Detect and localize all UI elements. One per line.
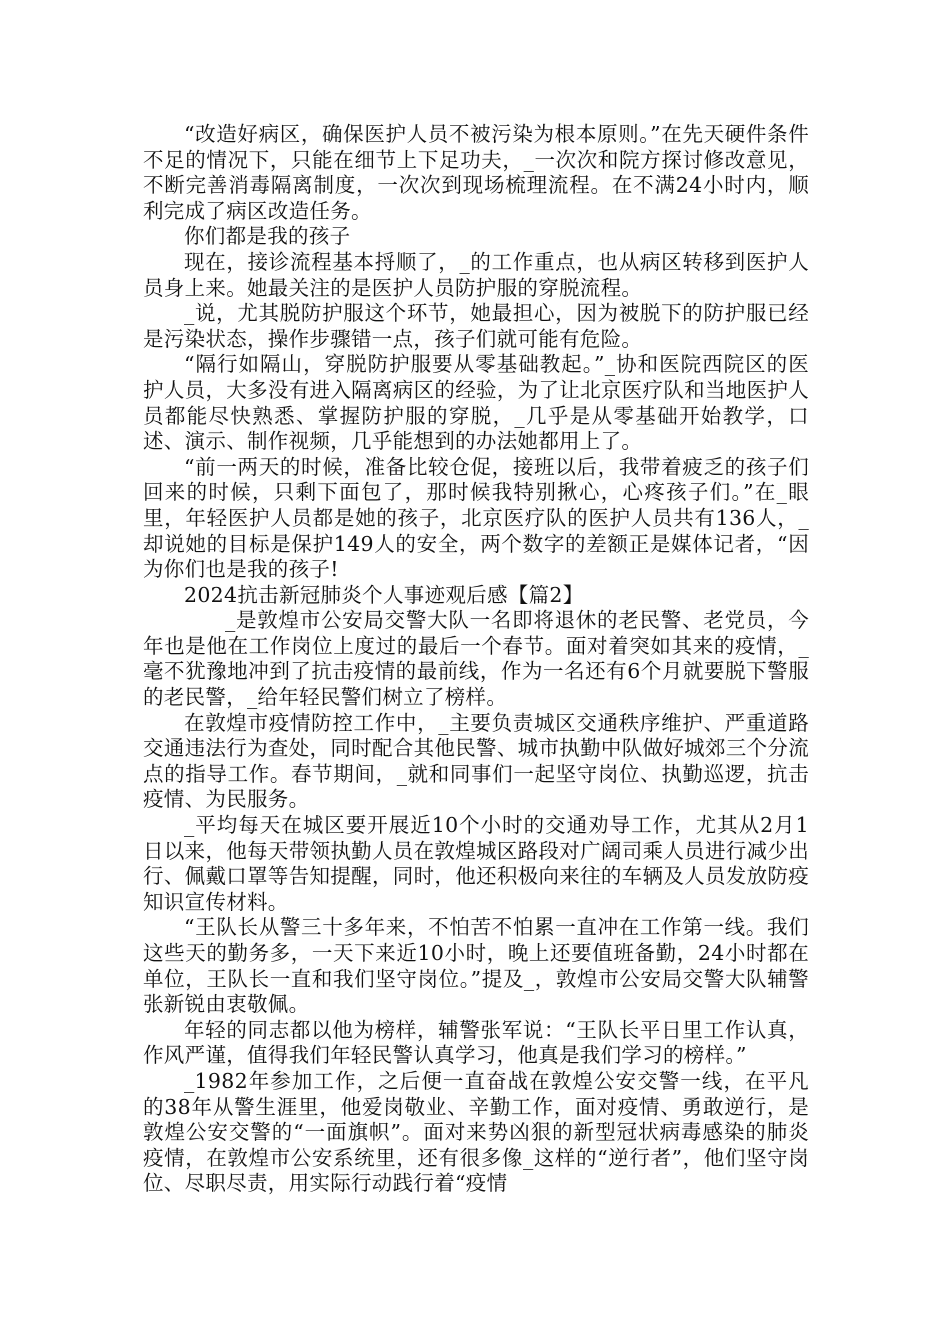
paragraph-traffic-duties: 在敦煌市疫情防控工作中，_主要负责城区交通秩序维护、严重道路交通违法行为查处，同时配合其他民警、城市执勤中队做好城郊三个分流点的指导工作。春节期间，_就和同事们一起坚守岗位、执勤巡逻，抗击疫情、为民服务。: [143, 710, 809, 812]
section-heading-children: 你们都是我的孩子: [184, 224, 351, 249]
paragraph-career: _1982年参加工作，之后便一直奋战在敦煌公安交警一线，在平凡的38年从警生涯里，他爱岗敬业、辛勤工作，面对疫情、勇敢逆行，是敦煌公安交警的“一面旗帜”。面对来势凶狠的新型冠状病毒感染的肺炎疫情，在敦煌市公安系统里，还有很多像_这样的“逆行者”，他们坚守岗位、尽职尽责，用实际行动践行着“疫情: [143, 1068, 809, 1196]
paragraph-police-intro: _是敦煌市公安局交警大队一名即将退休的老民警、老党员，今年也是他在工作岗位上度过的最后一个春节。面对着突如其来的疫情，_毫不犹豫地冲到了抗击疫情的最前线，作为一名还有6个月就要脱下警服的老民警，_给年轻民警们树立了榜样。: [143, 608, 809, 710]
paragraph-workflow: 现在，接诊流程基本捋顺了，_的工作重点，也从病区转移到医护人员身上来。她最关注的是医护人员防护服的穿脱流程。: [143, 249, 809, 300]
paragraph-ward-renovation: “改造好病区，确保医护人员不被污染为根本原则。”在先天硬件条件不足的情况下，只能在细节上下足功夫，_一次次和院方探讨修改意见，不断完善消毒隔离制度，一次次到现场梳理流程。在不满24小时内，顺利完成了病区改造任务。: [143, 122, 809, 223]
paragraph-colleague-quote: “王队长从警三十多年来，不怕苦不怕累一直冲在工作第一线。我们这些天的勤务多，一天下来近10小时，晚上还要值班备勤，24小时都在单位，王队长一直和我们坚守岗位。”提及_，敦煌市公安局交警大队辅警张新锐由衷敬佩。: [143, 915, 809, 1017]
paragraph-removing-gown: _说，尤其脱防护服这个环节，她最担心，因为被脱下的防护服已经是污染状态，操作步骤错一点，孩子们就可能有危险。: [143, 301, 809, 351]
paragraph-daily-work: _平均每天在城区要开展近10个小时的交通劝导工作，尤其从2月1日以来，他每天带领执勤人员在敦煌城区路段对广阔司乘人员进行减少出行、佩戴口罩等告知提醒，同时，他还积极向来往的车辆及人员发放防疫知识宣传材料。: [143, 813, 809, 914]
paragraph-training: “隔行如隔山，穿脱防护服要从零基础教起。”_协和医院西院区的医护人员，大多没有进入隔离病区的经验，为了让北京医疗队和当地医护人员都能尽快熟悉、掌握防护服的穿脱，_几乎是从零基础开始教学，口述、演示、制作视频，几乎能想到的办法她都用上了。: [143, 352, 809, 454]
article-title-part-2: 2024抗击新冠肺炎个人事迹观后感【篇2】: [184, 582, 584, 607]
paragraph-children-quote: “前一两天的时候，准备比较仓促，接班以后，我带着疲乏的孩子们回来的时候，只剩下面包了，那时候我特别揪心，心疼孩子们。”在_眼里，年轻医护人员都是她的孩子，北京医疗队的医护人员共有136人，_却说她的目标是保护149人的安全，两个数字的差额正是媒体记者，“因为你们也是我的孩子!: [143, 454, 809, 582]
paragraph-role-model: 年轻的同志都以他为榜样，辅警张军说：“王队长平日里工作认真，作风严谨，值得我们年轻民警认真学习，他真是我们学习的榜样。”: [143, 1017, 809, 1068]
document-body: [143, 122, 809, 1197]
